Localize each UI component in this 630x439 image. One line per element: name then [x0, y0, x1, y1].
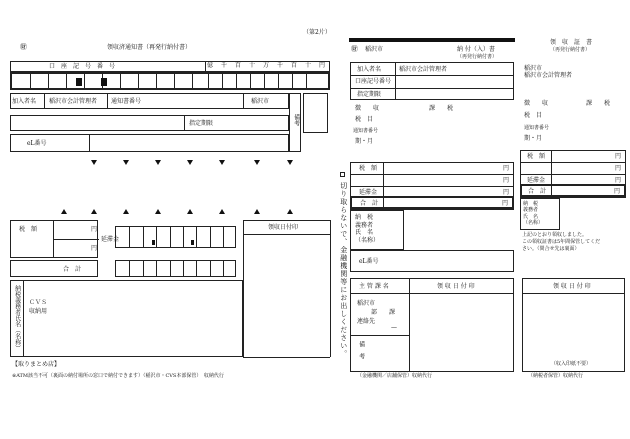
middle-amount-table: 税 額 円 円 延滞金 円 [350, 162, 514, 210]
obligor-label: 納税義務者氏名（名称） [13, 285, 21, 351]
right-subtitle: （再発行納付書） [550, 47, 591, 53]
seal-icon: ㊖ [351, 45, 358, 53]
marker-block [101, 78, 107, 86]
el-row [10, 134, 289, 152]
el-no-label: eL番号 [27, 140, 47, 147]
obligor-box [10, 280, 243, 357]
right-panel: 領 収 証 書 （再発行納付書） 稲沢市 稲沢市会計管理者 徴 収 課 税 税 目 通知書番号 期・月 税 額 円 円 延滞金 円 合 計 円 納 税 義務者 氏 名 （名称） 上記のとおり領収しました。 この領収証書は5年間保管してくだ さい。（問合せ先は裏面） 領 収 日 付 印 （収入印紙不要） （納税者保管）収納代行 [518, 38, 628, 383]
middle-el-row: eL番号 [350, 250, 514, 272]
down-arrows [0, 160, 335, 166]
top-bar [349, 38, 515, 42]
due-label: 指定期限 [189, 120, 214, 127]
cvs-label: ＣＶＳ [29, 299, 48, 306]
atm-note: ※ATM該当不可（裏面の納付場所の窓口で納付できます）（稲沢市・CVS本部保管） 収納代行 [12, 373, 224, 379]
left-city: 稲沢市 [251, 98, 270, 105]
total-label: 合 計 [63, 266, 82, 273]
notice-no-label: 通知書番号 [111, 98, 142, 105]
account-header-label: 口 座 記 号 番 号 [49, 63, 116, 70]
middle-dept-table: 主 管 課 名 領 収 日 付 印 稲沢市 部 課 連絡先 — 備 考 [350, 278, 514, 372]
total-boxes[interactable] [115, 260, 236, 277]
middle-title: 納 付（入）書 [457, 46, 495, 53]
store-label: 【取りまとめ店】 [12, 361, 61, 368]
cut-line-text: 切り取らないで、金融機関等にお出しください。 [339, 182, 348, 358]
up-arrows [0, 209, 335, 215]
tax-label: 税 額 [19, 226, 38, 233]
due-row [10, 115, 289, 131]
seal-square [303, 93, 328, 133]
payer-row [10, 93, 289, 109]
cvs-sub: 収納用 [29, 308, 48, 315]
payer-label: 加入者名 [12, 98, 37, 105]
seal-icon: ㊖ [20, 43, 27, 51]
late-fee-label: 延滞金 [101, 236, 120, 243]
note-label: 備考 [292, 114, 300, 126]
payer-value: 稲沢市会計管理者 [49, 98, 98, 105]
cut-mark [340, 172, 345, 177]
middle-panel: ㊖ 稲沢市 納 付（入）書 （再発行納付書） 加入者名 稲沢市会計管理者 口座記号番号 指定期限 徴 収 課 税 税 目 通知書番号 期・月 税 額 円 円 延滞金 円 合 計 円 納 税 義務者 氏 名 （名称） eL番号 主 管 課 名 領 収 日 付 印 稲沢市 部 課 連絡先 — 備 考 （金融機関／店舗保管）収納代行 [349, 38, 515, 383]
middle-total-row: 合 計 円 [350, 196, 514, 209]
marker-block [76, 78, 82, 86]
left-title: 領収済通知書（再発行納付書） [107, 44, 192, 51]
middle-footer: （金融機関／店舗保管）収納代行 [357, 373, 433, 379]
middle-obligor: 納 税 義務者 氏 名 （名称） [350, 210, 404, 250]
right-receipt-date-box: 領 収 日 付 印 （収入印紙不要） [522, 278, 625, 372]
late-fee-boxes[interactable] [115, 226, 236, 248]
total-row [10, 260, 98, 277]
right-obligor: 納 税 義務者 氏 名 （名称） [520, 198, 560, 230]
account-number-boxes[interactable] [10, 72, 330, 90]
digit-labels: 億 千 百 十 万 千 百 十 円 [207, 62, 326, 69]
middle-header-city: 稲沢市 [365, 46, 384, 53]
middle-payer-table: 加入者名 稲沢市会計管理者 口座記号番号 指定期限 [350, 62, 514, 100]
note-box [289, 93, 301, 152]
right-footer: （納税者保管）収納代行 [528, 373, 584, 379]
right-total-row: 合 計 円 [520, 184, 626, 197]
middle-subtitle: （再発行納付書） [457, 54, 498, 60]
right-title: 領 収 証 書 [550, 39, 593, 46]
receipt-date-label: 領収日付印 [268, 224, 299, 231]
page-label: （第2片） [303, 29, 331, 36]
right-amount-table: 税 額 円 円 延滞金 円 [520, 150, 626, 198]
tax-amount-box: 税 額 円 円 [10, 220, 98, 258]
